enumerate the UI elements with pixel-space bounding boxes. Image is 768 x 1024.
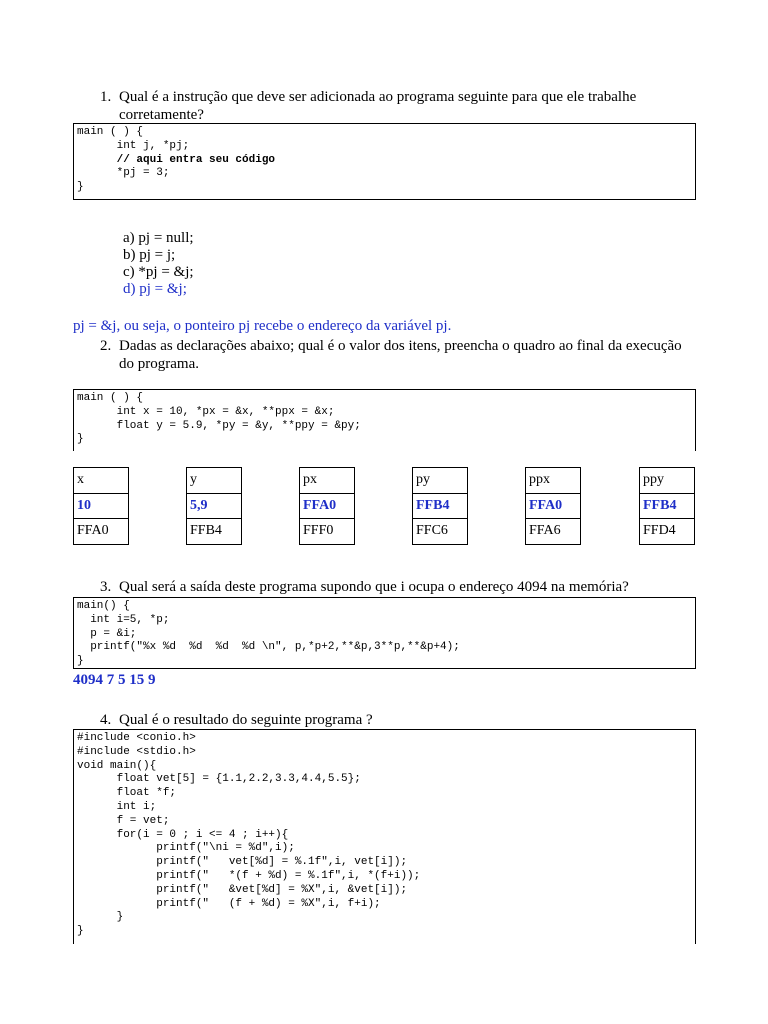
code-line: } <box>77 925 84 938</box>
code-line: printf("\ni = %d",i); <box>77 842 295 855</box>
code-line: float vet[5] = {1.1,2.2,3.3,4.4,5.5}; <box>77 773 361 786</box>
question-number: 4. <box>100 712 112 728</box>
variable-address: FFD4 <box>643 523 676 538</box>
memory-cell-py <box>412 467 468 545</box>
variable-value: FFA0 <box>526 493 580 519</box>
question-text: Dadas as declarações abaixo; qual é o valor dos itens, preencha o quadro ao final da execução do programa. <box>119 338 682 372</box>
code-line: float y = 5.9, *py = &y, **ppy = &py; <box>77 419 361 432</box>
memory-cell-y <box>186 467 242 545</box>
memory-cell-ppy <box>639 467 695 545</box>
code-line: #include <stdio.h> <box>77 745 196 758</box>
code-line: int j, *pj; <box>77 139 190 152</box>
question-text: Qual será a saída deste programa supondo que i ocupa o endereço 4094 na memória? <box>119 579 629 595</box>
code-line: } <box>77 181 84 194</box>
code-line: int x = 10, *px = &x, **ppx = &x; <box>77 405 335 418</box>
question-number: 3. <box>100 579 112 595</box>
code-line: printf(" *(f + %d) = %.1f",i, *(f+i)); <box>77 869 421 882</box>
variable-name: px <box>303 472 317 487</box>
memory-cell-ppx <box>525 467 581 545</box>
code-line: *pj = 3; <box>77 167 170 180</box>
variable-value: 5,9 <box>187 493 241 519</box>
option-item: d) pj = &j; <box>123 281 187 297</box>
program-output-answer: 4094 7 5 15 9 <box>73 672 156 688</box>
code-line: } <box>77 911 124 924</box>
code-line: printf(" &vet[%d] = %X",i, &vet[i]); <box>77 883 408 896</box>
variable-name: x <box>77 472 84 487</box>
variable-address: FFA0 <box>77 523 109 538</box>
code-line: int i=5, *p; <box>77 613 170 626</box>
variable-value: FFB4 <box>413 493 467 519</box>
code-line: printf(" vet[%d] = %.1f",i, vet[i]); <box>77 856 408 869</box>
code-line: main() { <box>77 600 130 612</box>
variable-address: FFB4 <box>190 523 222 538</box>
code-line: f = vet; <box>77 814 170 827</box>
answer-explanation: pj = &j, ou seja, o ponteiro pj recebe o endereço da variável pj. <box>73 318 452 334</box>
variable-address: FFC6 <box>416 523 448 538</box>
option-item: b) pj = j; <box>123 247 176 263</box>
option-item: c) *pj = &j; <box>123 264 194 280</box>
code-block-q4 <box>73 729 696 944</box>
variable-name: ppy <box>643 472 664 487</box>
variable-name: y <box>190 472 197 487</box>
question-number: 2. <box>100 338 112 354</box>
code-line: } <box>77 655 84 668</box>
variable-name: ppx <box>529 472 550 487</box>
code-line: main ( ) { <box>77 392 144 404</box>
code-line: for(i = 0 ; i <= 4 ; i++){ <box>77 828 289 841</box>
variable-address: FFA6 <box>529 523 561 538</box>
code-line: printf("%x %d %d %d %d \n", p,*p+2,**&p,3**p,**&p+4); <box>77 641 460 654</box>
code-line: main ( ) { <box>77 126 144 138</box>
variable-value: FFA0 <box>300 493 354 519</box>
code-line: float *f; <box>77 787 177 800</box>
memory-cell-x <box>73 467 129 545</box>
memory-cell-px <box>299 467 355 545</box>
variable-address: FFF0 <box>303 523 334 538</box>
option-item: a) pj = null; <box>123 230 194 246</box>
code-line: #include <conio.h> <box>77 732 196 744</box>
variable-value: FFB4 <box>640 493 694 519</box>
code-line: } <box>77 433 84 446</box>
code-line: int i; <box>77 800 157 813</box>
question-number: 1. <box>100 89 112 105</box>
code-block-q3 <box>73 597 696 669</box>
code-line: p = &i; <box>77 627 137 640</box>
question-text: Qual é a instrução que deve ser adicionada ao programa seguinte para que ele trabalhe corretamente? <box>119 89 637 123</box>
variable-value: 10 <box>74 493 128 519</box>
code-block-q1 <box>73 123 696 200</box>
code-line: printf(" (f + %d) = %X",i, f+i); <box>77 897 381 910</box>
code-block-q2 <box>73 389 696 451</box>
code-line: void main(){ <box>77 759 157 772</box>
question-text: Qual é o resultado do seguinte programa ? <box>119 712 373 728</box>
code-line: // aqui entra seu código <box>77 153 276 166</box>
variable-name: py <box>416 472 430 487</box>
